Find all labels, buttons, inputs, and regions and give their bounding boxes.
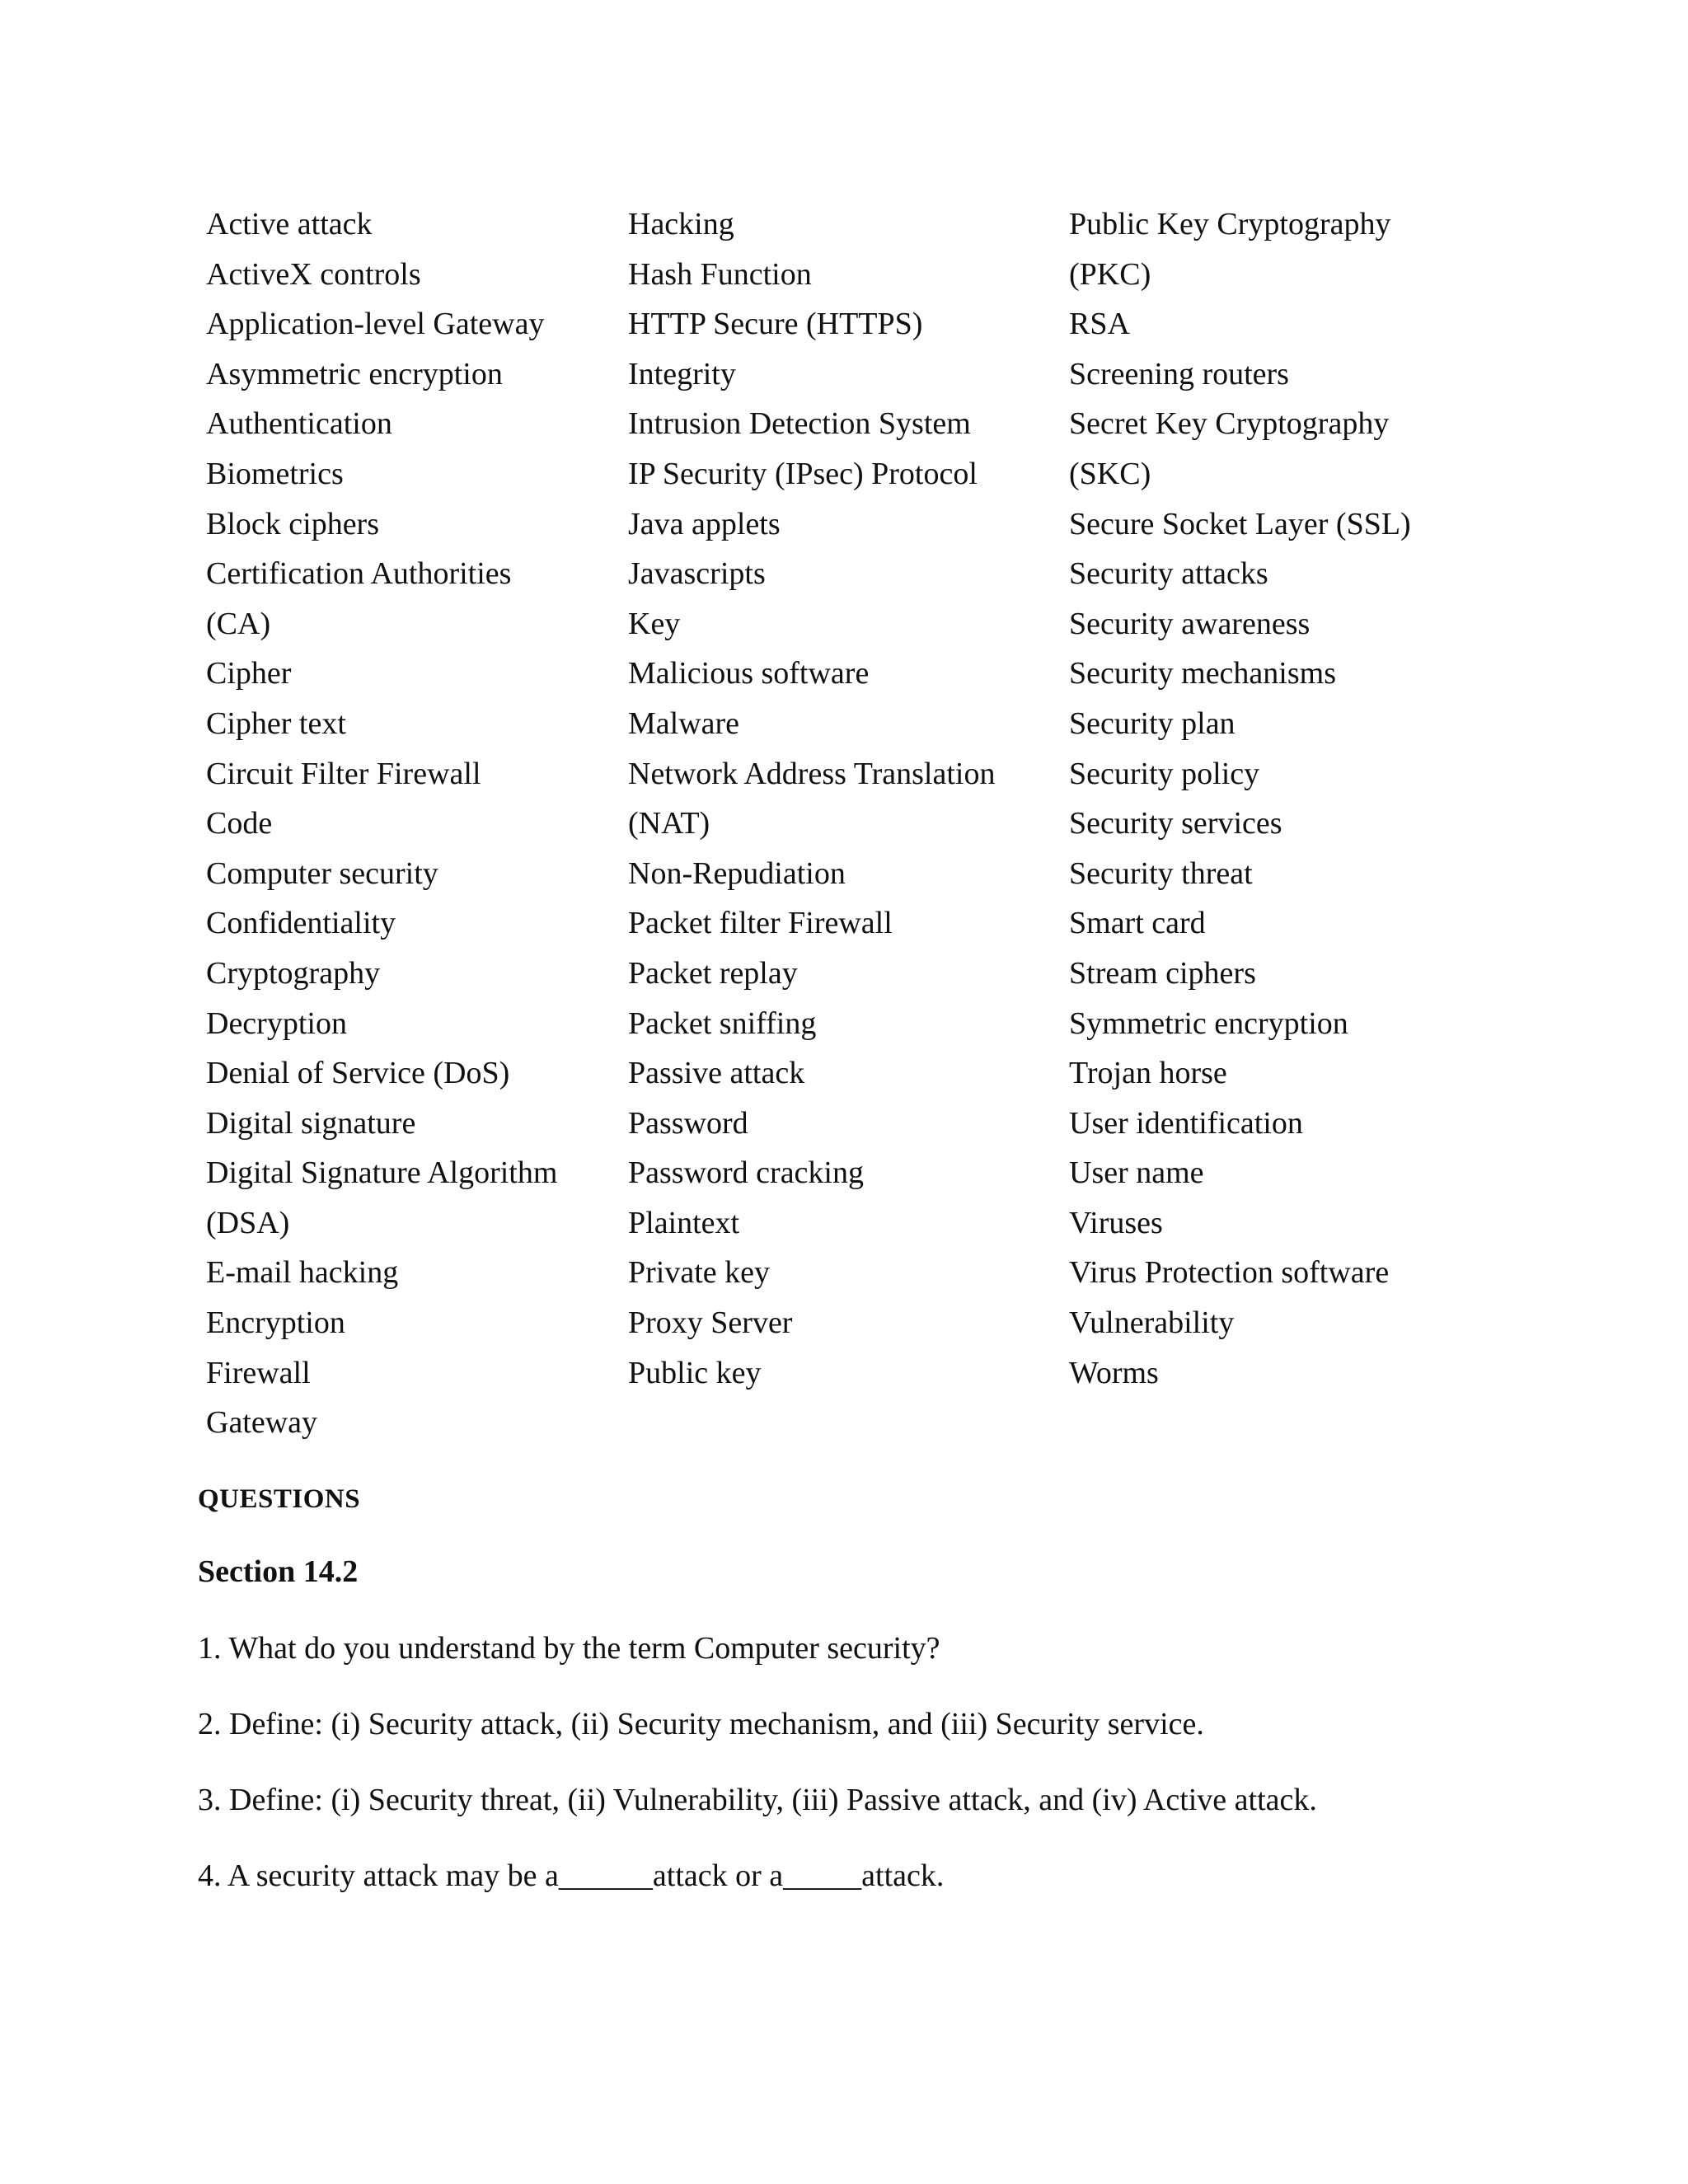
- keyword-column-3: [1069, 199, 1531, 1398]
- keyword-item: (PKC): [1069, 256, 1151, 292]
- keyword-item: Hacking: [628, 207, 734, 241]
- keyword-item: Private key: [628, 1255, 771, 1291]
- keyword-item: Security mechanisms: [1069, 656, 1336, 691]
- keyword-item: Asymmetric encryption: [206, 356, 503, 391]
- keyword-item: Javascripts: [628, 556, 766, 592]
- keyword-item: (SKC): [1069, 456, 1151, 491]
- keyword-item: (DSA): [206, 1205, 290, 1240]
- keyword-item: Computer security: [206, 855, 438, 891]
- keyword-item: Virus Protection software: [1069, 1255, 1390, 1291]
- keyword-item: RSA: [1069, 307, 1130, 342]
- keyword-item: Packet filter Firewall: [628, 906, 893, 941]
- keyword-item: Integrity: [628, 356, 736, 391]
- keyword-item: Digital Signature Algorithm: [206, 1155, 558, 1191]
- keyword-item: Cipher text: [206, 705, 346, 741]
- keyword-item: Confidentiality: [206, 906, 396, 941]
- keyword-item: Screening routers: [1069, 356, 1289, 391]
- questions-heading: QUESTIONS: [198, 1484, 361, 1514]
- question-item: 2. Define: (i) Security attack, (ii) Security mechanism, and (iii) Security service.: [198, 1707, 1204, 1741]
- keyword-item: Denial of Service (DoS): [206, 1056, 510, 1091]
- keyword-list: [0, 199, 1688, 1469]
- keyword-item: Active attack: [206, 207, 373, 241]
- keyword-item: Application-level Gateway: [206, 307, 545, 342]
- keyword-item: Trojan horse: [1069, 1056, 1227, 1091]
- keyword-item: Security attacks: [1069, 556, 1268, 592]
- keyword-item: Block ciphers: [206, 506, 380, 541]
- keyword-item: Malicious software: [628, 656, 870, 691]
- keyword-item: Security services: [1069, 806, 1282, 841]
- keyword-item: (CA): [206, 606, 271, 641]
- keyword-item: IP Security (IPsec) Protocol: [628, 456, 978, 491]
- keyword-item: Authentication: [206, 406, 392, 442]
- keyword-item: Security policy: [1069, 756, 1260, 791]
- keyword-item: Firewall: [206, 1355, 311, 1390]
- keyword-item: Passive attack: [628, 1056, 805, 1091]
- question-item: 4. A security attack may be a______attack or a_____attack.: [198, 1858, 945, 1893]
- keyword-item: Public key: [628, 1355, 762, 1390]
- keyword-item: Non-Repudiation: [628, 855, 846, 891]
- keyword-item: Code: [206, 806, 273, 841]
- keyword-item: Hash Function: [628, 256, 812, 292]
- keyword-item: User identification: [1069, 1105, 1303, 1141]
- section-heading: Section 14.2: [198, 1554, 359, 1589]
- keyword-item: HTTP Secure (HTTPS): [628, 307, 923, 342]
- keyword-item: Cryptography: [206, 955, 381, 991]
- keyword-item: Gateway: [206, 1405, 318, 1441]
- keyword-item: Plaintext: [628, 1205, 740, 1240]
- keyword-item: Security threat: [1069, 855, 1253, 891]
- keyword-item: Security plan: [1069, 705, 1236, 741]
- keyword-item: Smart card: [1069, 906, 1206, 941]
- keyword-item: Password: [628, 1105, 748, 1141]
- keyword-item: Proxy Server: [628, 1305, 793, 1341]
- keyword-item: Packet replay: [628, 955, 798, 991]
- keyword-column-1: [206, 199, 618, 1448]
- keyword-item: Circuit Filter Firewall: [206, 756, 481, 791]
- question-item: 1. What do you understand by the term Computer security?: [198, 1631, 940, 1666]
- question-item: 3. Define: (i) Security threat, (ii) Vulnerability, (iii) Passive attack, and (iv) Active attack.: [198, 1783, 1317, 1817]
- keyword-item: (NAT): [628, 806, 710, 841]
- keyword-column-2: [628, 199, 1057, 1398]
- keyword-item: Vulnerability: [1069, 1305, 1235, 1341]
- keyword-item: Biometrics: [206, 456, 344, 491]
- keyword-item: Packet sniffing: [628, 1005, 817, 1041]
- keyword-item: Key: [628, 606, 681, 641]
- keyword-item: Secret Key Cryptography: [1069, 406, 1390, 442]
- keyword-item: E-mail hacking: [206, 1255, 399, 1291]
- keyword-item: Digital signature: [206, 1105, 416, 1141]
- keyword-item: Intrusion Detection System: [628, 406, 971, 442]
- keyword-item: Worms: [1069, 1355, 1159, 1390]
- keyword-item: Viruses: [1069, 1205, 1163, 1240]
- keyword-item: Secure Socket Layer (SSL): [1069, 506, 1411, 541]
- keyword-item: ActiveX controls: [206, 256, 421, 292]
- keyword-item: Encryption: [206, 1305, 345, 1341]
- keyword-item: Security awareness: [1069, 606, 1311, 641]
- keyword-item: Certification Authorities: [206, 556, 512, 592]
- keyword-item: Password cracking: [628, 1155, 864, 1191]
- keyword-item: Decryption: [206, 1005, 347, 1041]
- keyword-item: Symmetric encryption: [1069, 1005, 1348, 1041]
- keyword-item: User name: [1069, 1155, 1204, 1191]
- keyword-item: Cipher: [206, 656, 292, 691]
- keyword-item: Java applets: [628, 506, 781, 541]
- keyword-item: Stream ciphers: [1069, 955, 1256, 991]
- keyword-item: Public Key Cryptography: [1069, 207, 1391, 241]
- keyword-item: Malware: [628, 705, 740, 741]
- keyword-item: Network Address Translation: [628, 756, 996, 791]
